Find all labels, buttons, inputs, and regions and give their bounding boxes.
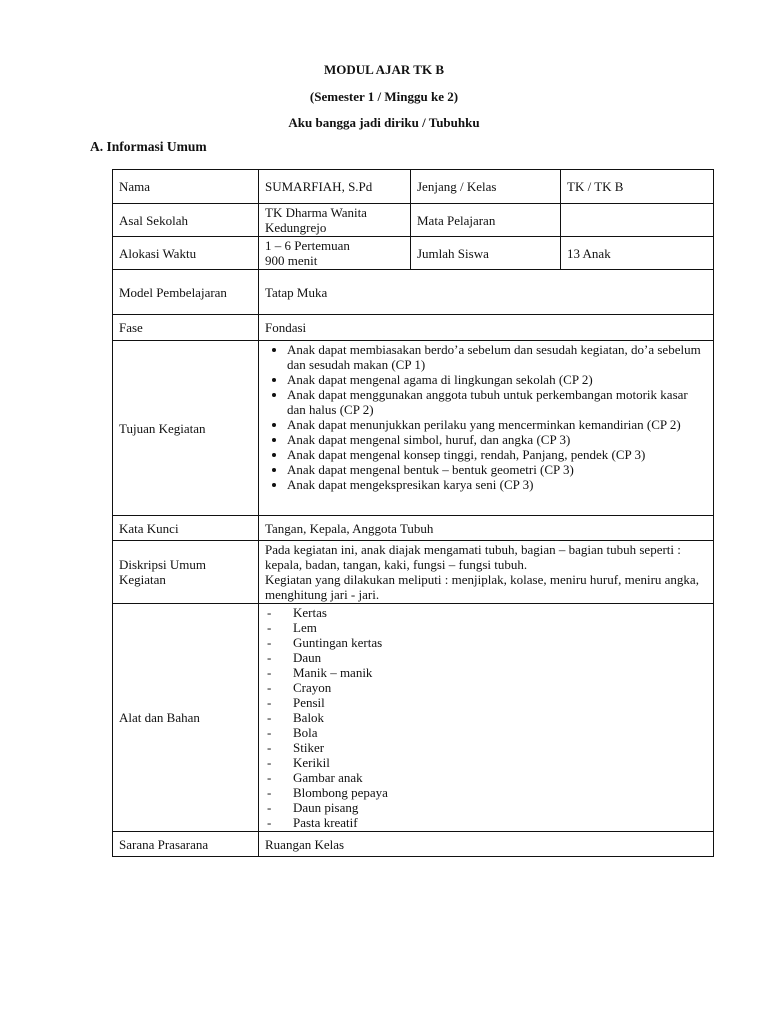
table-row — [113, 204, 714, 237]
list-item: - Stiker — [265, 740, 707, 755]
table-row — [113, 516, 714, 541]
list-item: - Gambar anak — [265, 770, 707, 785]
jenjang-label: Jenjang / Kelas — [411, 170, 561, 204]
mata-pelajaran-label: Mata Pelajaran — [411, 204, 561, 237]
list-item: - Kerikil — [265, 755, 707, 770]
model-pembelajaran-value: Tatap Muka — [259, 270, 714, 315]
asal-sekolah-line-1: TK Dharma Wanita — [265, 205, 367, 220]
jenjang-value: TK / TK B — [561, 170, 714, 204]
tujuan-kegiatan-label: Tujuan Kegiatan — [113, 341, 259, 516]
list-item: - Daun — [265, 650, 707, 665]
section-heading: A. Informasi Umum — [90, 139, 207, 154]
diskripsi-umum-value — [259, 541, 714, 604]
table-row — [113, 170, 714, 204]
kata-kunci-label: Kata Kunci — [113, 516, 259, 541]
fase-value: Fondasi — [259, 315, 714, 341]
list-item: - Daun pisang — [265, 800, 707, 815]
asal-sekolah-value — [259, 204, 411, 237]
table-row — [113, 270, 714, 315]
mata-pelajaran-value — [561, 204, 714, 237]
list-item: • Anak dapat mengenal agama di lingkungan sekolah (CP 2) — [287, 372, 707, 387]
sarana-prasarana-label: Sarana Prasarana — [113, 832, 259, 857]
fase-label: Fase — [113, 315, 259, 341]
alat-bahan-value — [259, 604, 714, 832]
list-item: • Anak dapat menggunakan anggota tubuh untuk perkembangan motorik kasar dan halus (CP 2) — [287, 387, 707, 417]
list-item: • Anak dapat mengenal bentuk – bentuk geometri (CP 3) — [287, 462, 707, 477]
list-item: • Anak dapat menunjukkan perilaku yang mencerminkan kemandirian (CP 2) — [287, 417, 707, 432]
list-item: • Anak dapat mengenal simbol, huruf, dan angka (CP 3) — [287, 432, 707, 447]
list-item: - Lem — [265, 620, 707, 635]
tujuan-kegiatan-value — [259, 341, 714, 516]
alokasi-waktu-line-2: 900 menit — [265, 253, 318, 268]
nama-value: SUMARFIAH, S.Pd — [259, 170, 411, 204]
table-row — [113, 832, 714, 857]
alokasi-waktu-value — [259, 237, 411, 270]
document-title: MODUL AJAR TK B — [323, 62, 445, 77]
table-row — [113, 541, 714, 604]
list-item: • Anak dapat membiasakan berdo’a sebelum dan sesudah kegiatan, do’a sebelum dan sesudah makan (CP 1) — [287, 342, 707, 372]
list-item: - Pensil — [265, 695, 707, 710]
list-item: - Crayon — [265, 680, 707, 695]
document-theme: Aku bangga jadi diriku / Tubuhku — [288, 115, 480, 130]
jumlah-siswa-value: 13 Anak — [561, 237, 714, 270]
table-row — [113, 237, 714, 270]
table-row — [113, 315, 714, 341]
list-item: - Blombong pepaya — [265, 785, 707, 800]
list-item: • Anak dapat mengenal konsep tinggi, rendah, Panjang, pendek (CP 3) — [287, 447, 707, 462]
asal-sekolah-label: Asal Sekolah — [113, 204, 259, 237]
diskripsi-paragraph-2: Kegiatan yang dilakukan meliputi : menjiplak, kolase, meniru huruf, meniru angka, menghitung jari - jari. — [265, 572, 699, 602]
sarana-prasarana-value: Ruangan Kelas — [259, 832, 714, 857]
table-row — [113, 341, 714, 516]
alat-bahan-list — [265, 605, 707, 830]
model-pembelajaran-label: Model Pembelajaran — [113, 270, 259, 315]
list-item: - Manik – manik — [265, 665, 707, 680]
alokasi-waktu-label: Alokasi Waktu — [113, 237, 259, 270]
list-item: - Bola — [265, 725, 707, 740]
tujuan-kegiatan-list — [265, 342, 707, 492]
list-item: - Kertas — [265, 605, 707, 620]
kata-kunci-value: Tangan, Kepala, Anggota Tubuh — [259, 516, 714, 541]
alat-bahan-label: Alat dan Bahan — [113, 604, 259, 832]
list-item: - Balok — [265, 710, 707, 725]
informasi-umum-table — [112, 169, 714, 857]
diskripsi-umum-label — [113, 541, 259, 604]
jumlah-siswa-label: Jumlah Siswa — [411, 237, 561, 270]
asal-sekolah-line-2: Kedungrejo — [265, 220, 327, 235]
nama-label: Nama — [113, 170, 259, 204]
alokasi-waktu-line-1: 1 – 6 Pertemuan — [265, 238, 350, 253]
list-item: • Anak dapat mengekspresikan karya seni (CP 3) — [287, 477, 707, 492]
diskripsi-label-line-1: Diskripsi Umum — [119, 557, 207, 572]
document-subtitle: (Semester 1 / Minggu ke 2) — [309, 89, 459, 104]
diskripsi-paragraph-1: Pada kegiatan ini, anak diajak mengamati tubuh, bagian – bagian tubuh seperti : kepala, badan, tangan, kaki, fungsi – fungsi tubuh. — [265, 542, 681, 572]
list-item: - Pasta kreatif — [265, 815, 707, 830]
list-item: - Guntingan kertas — [265, 635, 707, 650]
table-row — [113, 604, 714, 832]
diskripsi-label-line-2: Kegiatan — [119, 572, 166, 587]
